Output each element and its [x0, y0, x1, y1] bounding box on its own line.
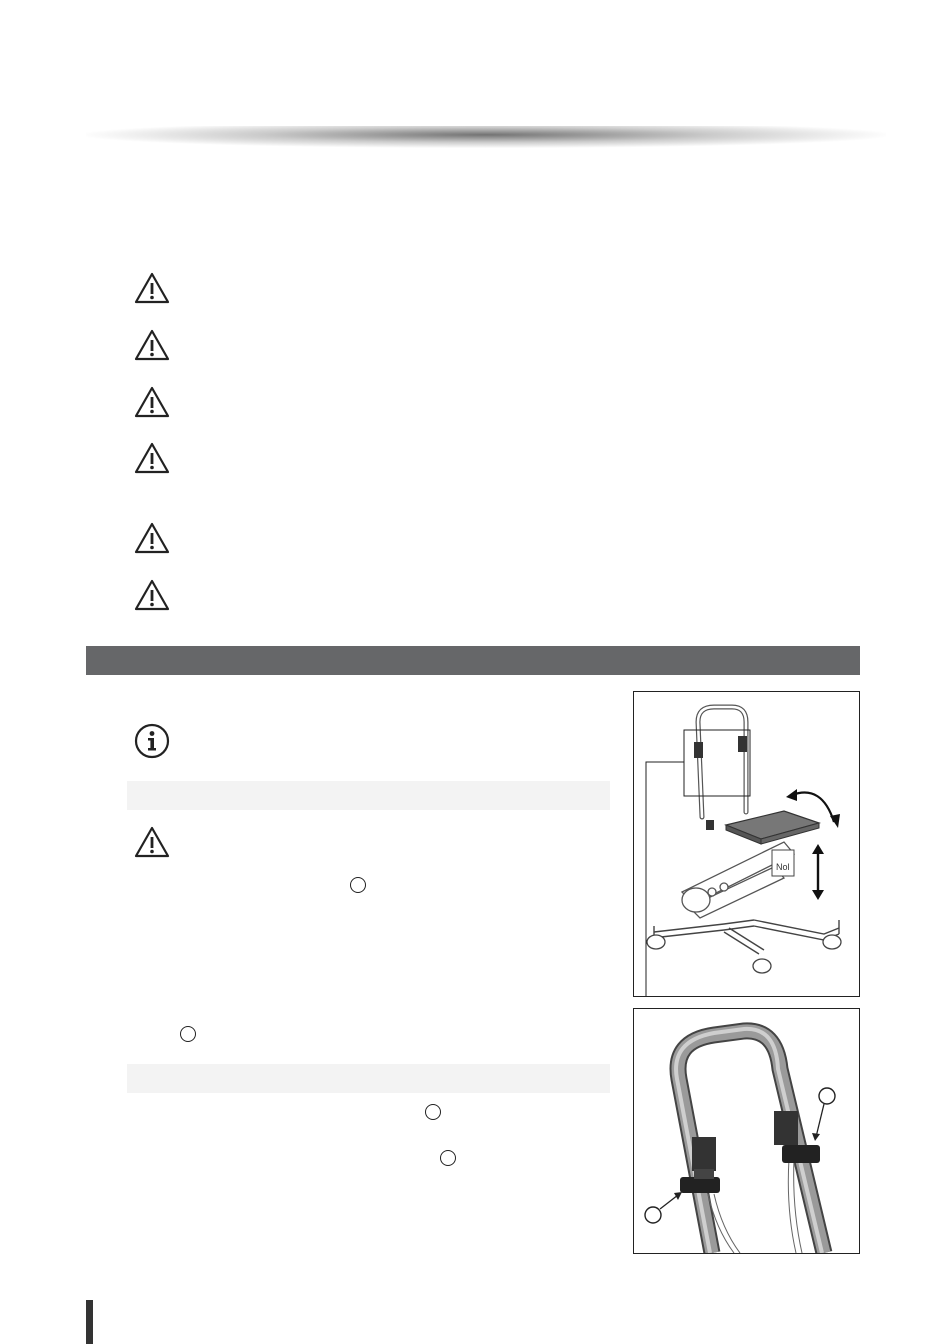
warning-triangle-icon	[134, 329, 170, 361]
warning-triangle-icon	[134, 386, 170, 418]
warning-triangle-icon	[134, 826, 170, 858]
warning-triangle-icon	[134, 579, 170, 611]
detail-figure	[633, 1008, 860, 1254]
warning-triangle-icon	[134, 272, 170, 304]
header-rule-shadow	[86, 126, 886, 148]
subsection-bar	[127, 1064, 610, 1093]
info-circle-icon	[134, 723, 170, 759]
subsection-bar	[127, 781, 610, 810]
reference-marker-a	[350, 877, 366, 893]
reference-marker-b	[180, 1026, 196, 1042]
warning-triangle-icon	[134, 522, 170, 554]
reference-marker-c	[425, 1104, 441, 1120]
warning-triangle-icon	[134, 442, 170, 474]
overview-figure	[633, 691, 860, 997]
reference-marker-d	[440, 1150, 456, 1166]
section-header-bar	[86, 646, 860, 675]
frame-label-text: Nol	[776, 862, 790, 872]
page-margin-rule	[86, 1300, 93, 1344]
